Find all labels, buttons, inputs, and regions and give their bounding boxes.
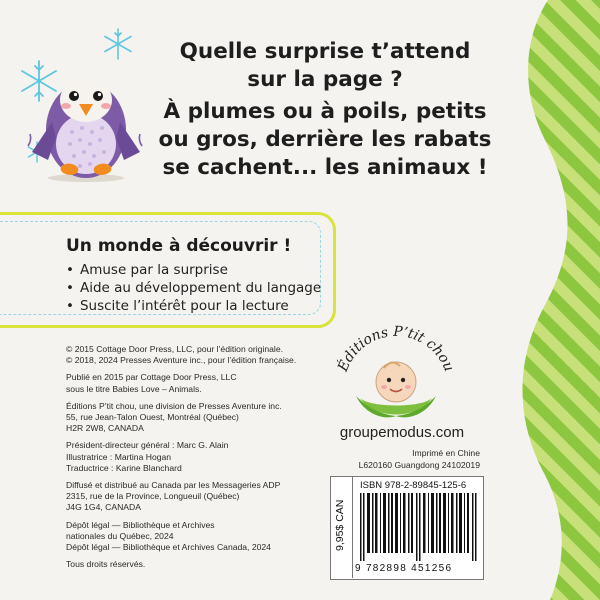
print-code: L620160 Guangdong 24102019 [358,459,480,470]
original-edition [66,372,326,394]
credit-line: Dépôt légal — Bibliothèque et Archives Canada, 2024 [66,542,271,553]
credit-line: Publié en 2015 par Cottage Door Press, LLC [66,372,237,383]
credit-line: Illustratrice : Martina Hogan [66,451,172,462]
website-link[interactable]: groupemodus.com [339,424,465,441]
credit-line: 55, rue Jean-Talon Ouest, Montréal (Québec) [66,412,239,423]
credit-line: © 2018, 2024 Presses Aventure inc., pour l’édition française. [66,355,297,366]
legal-deposit [66,520,326,554]
credit-line: nationales du Québec, 2024 [66,530,174,541]
credit-line: 2315, rue de la Province, Longueuil (Québec) [66,491,240,502]
isbn-label: ISBN 978-2-89845-125-6 [360,480,467,491]
headline-line: ou gros, derrière les rabats [158,127,492,152]
credit-line: Diffusé et distribué au Canada par les Messageries ADP [66,480,281,491]
copyright-notice [66,344,326,366]
features-list [66,261,321,315]
logo-arc-text: Éditions P’tit chou [335,323,457,374]
list-item: • Amuse par la surprise [66,261,321,279]
price-label: 9,95$ CAN [334,499,346,551]
credit-line: Éditions P’tit chou, une division de Presses Aventure inc. [66,400,282,411]
credits-block [66,344,326,576]
barcode-digits: 9 782898 451256 [355,563,453,574]
penguin-illustration [26,60,146,185]
list-item: • Aide au développement du langage [66,279,321,297]
distribution-info [66,480,326,514]
credit-line: Tous droits réservés. [66,559,146,570]
rights-notice [66,559,326,570]
credit-line: J4G 1G4, CANADA [66,502,141,513]
print-country: Imprimé en Chine [412,448,480,458]
publisher-logo [326,316,466,424]
headline-line: Quelle surprise t’attend [179,39,471,64]
credit-line: Président-directeur général : Marc G. Alain [66,440,229,451]
headline-line: sur la page ? [247,67,403,92]
features-title: Un monde à découvrir ! [66,236,292,256]
credit-line: Dépôt légal — Bibliothèque et Archives [66,519,215,530]
credit-line: Traductrice : Karine Blanchard [66,462,182,473]
headline-text [150,38,500,182]
snowflake-icon [100,26,136,62]
publisher-address [66,401,326,435]
credit-line: sous le titre Babies Love – Animals. [66,383,202,394]
headline-line: À plumes ou à poils, petits [163,99,487,124]
credit-line: H2R 2W8, CANADA [66,423,144,434]
list-item: • Suscite l’intérêt pour la lecture [66,297,321,315]
headline-line: se cachent... les animaux ! [162,155,488,180]
barcode-bars [360,493,478,561]
credit-line: © 2015 Cottage Door Press, LLC, pour l’édition originale. [66,344,284,354]
print-info [330,448,480,471]
contributors [66,440,326,474]
